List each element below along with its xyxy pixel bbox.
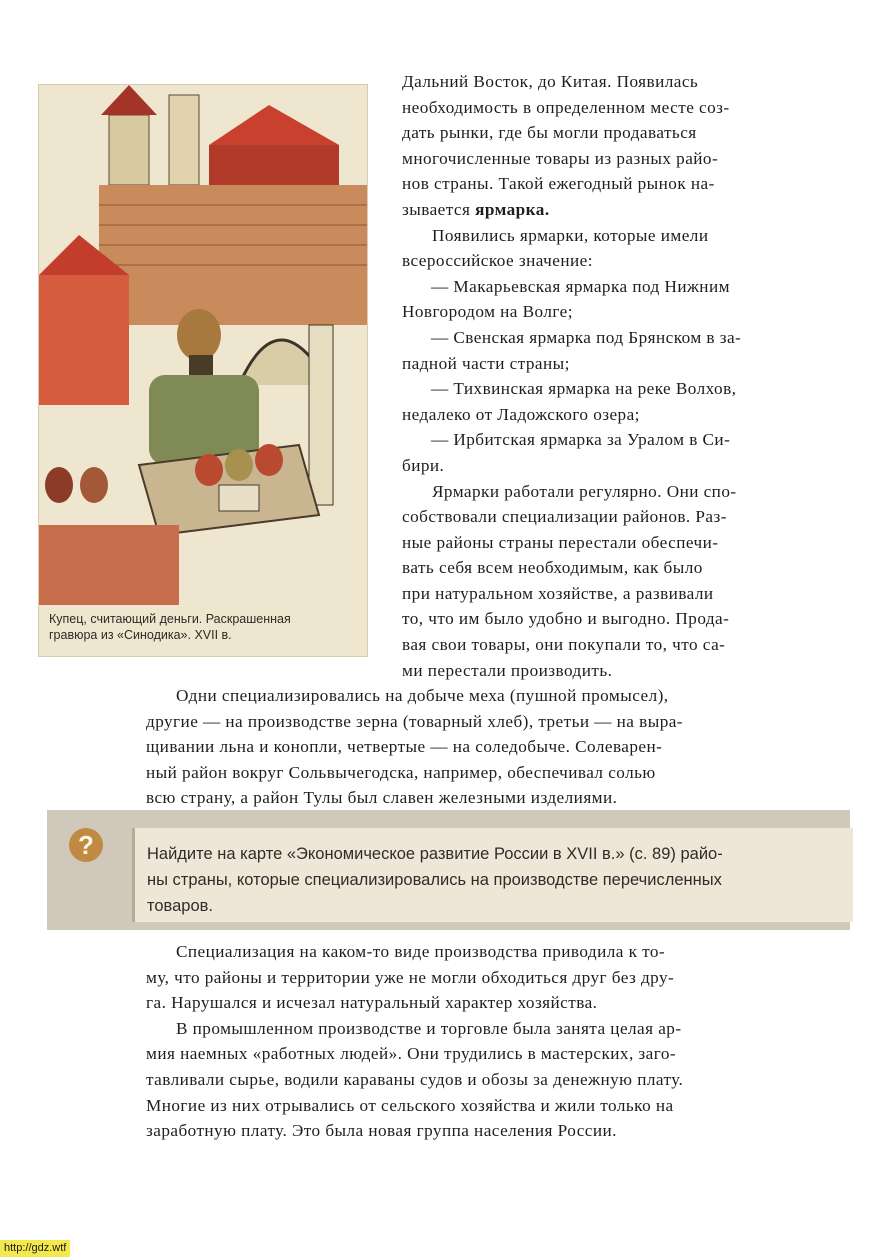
text-line: падной части страны; [402, 353, 570, 373]
text-line: ный район вокруг Сольвычегодска, например, обеспечивал солью [146, 762, 656, 782]
text-line-with-term [402, 197, 741, 223]
text-line: Появились ярмарки, которые имели [432, 225, 709, 245]
question-box [47, 810, 850, 930]
text-line: недалеко от Ладожского озера; [402, 404, 640, 424]
question-line: ны страны, которые специализировались на производстве перечисленных [147, 871, 722, 889]
text-line: В промышленном производстве и торговле была занята целая ар- [176, 1018, 682, 1038]
question-line: товаров. [147, 897, 214, 915]
text-line: тавливали сырье, водили караваны судов и обозы за денежную плату. [146, 1069, 684, 1089]
list-item-tikhvinskaya: — Тихвинская ярмарка на реке Волхов, [431, 379, 737, 399]
text-line: ные районы страны перестали обеспечи- [402, 532, 719, 552]
text-line: Специализация на каком-то виде производства приводила к то- [176, 942, 666, 961]
paragraph-specialization [146, 683, 683, 811]
list-item-makaryevskaya: — Макарьевская ярмарка под Нижним [431, 276, 730, 296]
text-line: Новгородом на Волге; [402, 302, 573, 322]
question-panel [132, 828, 853, 922]
list-item-irbitskaya: — Ирбитская ярмарка за Уралом в Си- [431, 430, 731, 450]
text-line: га. Нарушался и исчезал натуральный характер хозяйства. [146, 993, 598, 1013]
text-line: дать рынки, где бы могли продаваться [402, 123, 697, 143]
text-line: вать себя всем необходимым, как было [402, 558, 703, 578]
text-line: щивании льна и конопли, четвертые — на соледобыче. Солеварен- [146, 737, 663, 757]
text-line: при натуральном хозяйстве, а развивали [402, 583, 714, 603]
text-line: заработную плату. Это была новая группа населения России. [146, 1121, 617, 1141]
paragraph-natural-economy [146, 939, 683, 1144]
text-line: Дальний Восток, до Китая. Появилась [402, 72, 699, 91]
text-line: необходимость в определенном месте соз- [402, 97, 730, 117]
text-line: то, что им было удобно и выгодно. Прода- [402, 609, 730, 629]
text-line: другие — на производстве зерна (товарный хлеб), третьи — на выра- [146, 711, 683, 731]
merchant-illustration [38, 84, 368, 657]
text-line: всю страну, а район Тулы был славен железными изделиями. [146, 788, 618, 808]
figure-caption-line: гравюра из «Синодика». XVII в. [49, 628, 232, 642]
text-line: ми перестали производить. [402, 660, 613, 680]
text-line: мия наемных «работных людей». Они трудились в мастерских, заго- [146, 1044, 677, 1064]
right-column-text [402, 69, 741, 683]
figure-caption-line: Купец, считающий деньги. Раскрашенная [49, 612, 291, 626]
text-line: собствовали специализации районов. Раз- [402, 507, 727, 527]
text-line: Одни специализировались на добыче меха (пушной промысел), [176, 686, 669, 705]
question-line: Найдите на карте «Экономическое развитие России в XVII в.» (с. 89) райо- [147, 845, 723, 863]
list-item-svenskaya: — Свенская ярмарка под Брянском в за- [431, 327, 742, 347]
question-icon-column [47, 810, 132, 930]
text-line: многочисленные товары из разных райо- [402, 148, 719, 168]
text-line: нов страны. Такой ежегодный рынок на- [402, 174, 715, 194]
text-line: Многие из них отрывались от сельского хозяйства и жили только на [146, 1095, 674, 1115]
figure-caption [49, 611, 359, 643]
engraving-drawing [39, 85, 367, 656]
question-mark-icon: ? [69, 828, 103, 862]
text-line: бири. [402, 455, 445, 475]
text-line: всероссийское значение: [402, 251, 593, 271]
watermark-link[interactable]: http://gdz.wtf [0, 1240, 70, 1257]
text-line: му, что районы и территории уже не могли обходиться друг без дру- [146, 967, 675, 987]
key-term-yarmarka: ярмарка. [475, 199, 550, 219]
text-line: Ярмарки работали регулярно. Они спо- [432, 481, 737, 501]
text-fragment: зывается [402, 199, 471, 219]
question-text [147, 841, 847, 919]
text-line: вая свои товары, они покупали то, что са- [402, 635, 726, 655]
